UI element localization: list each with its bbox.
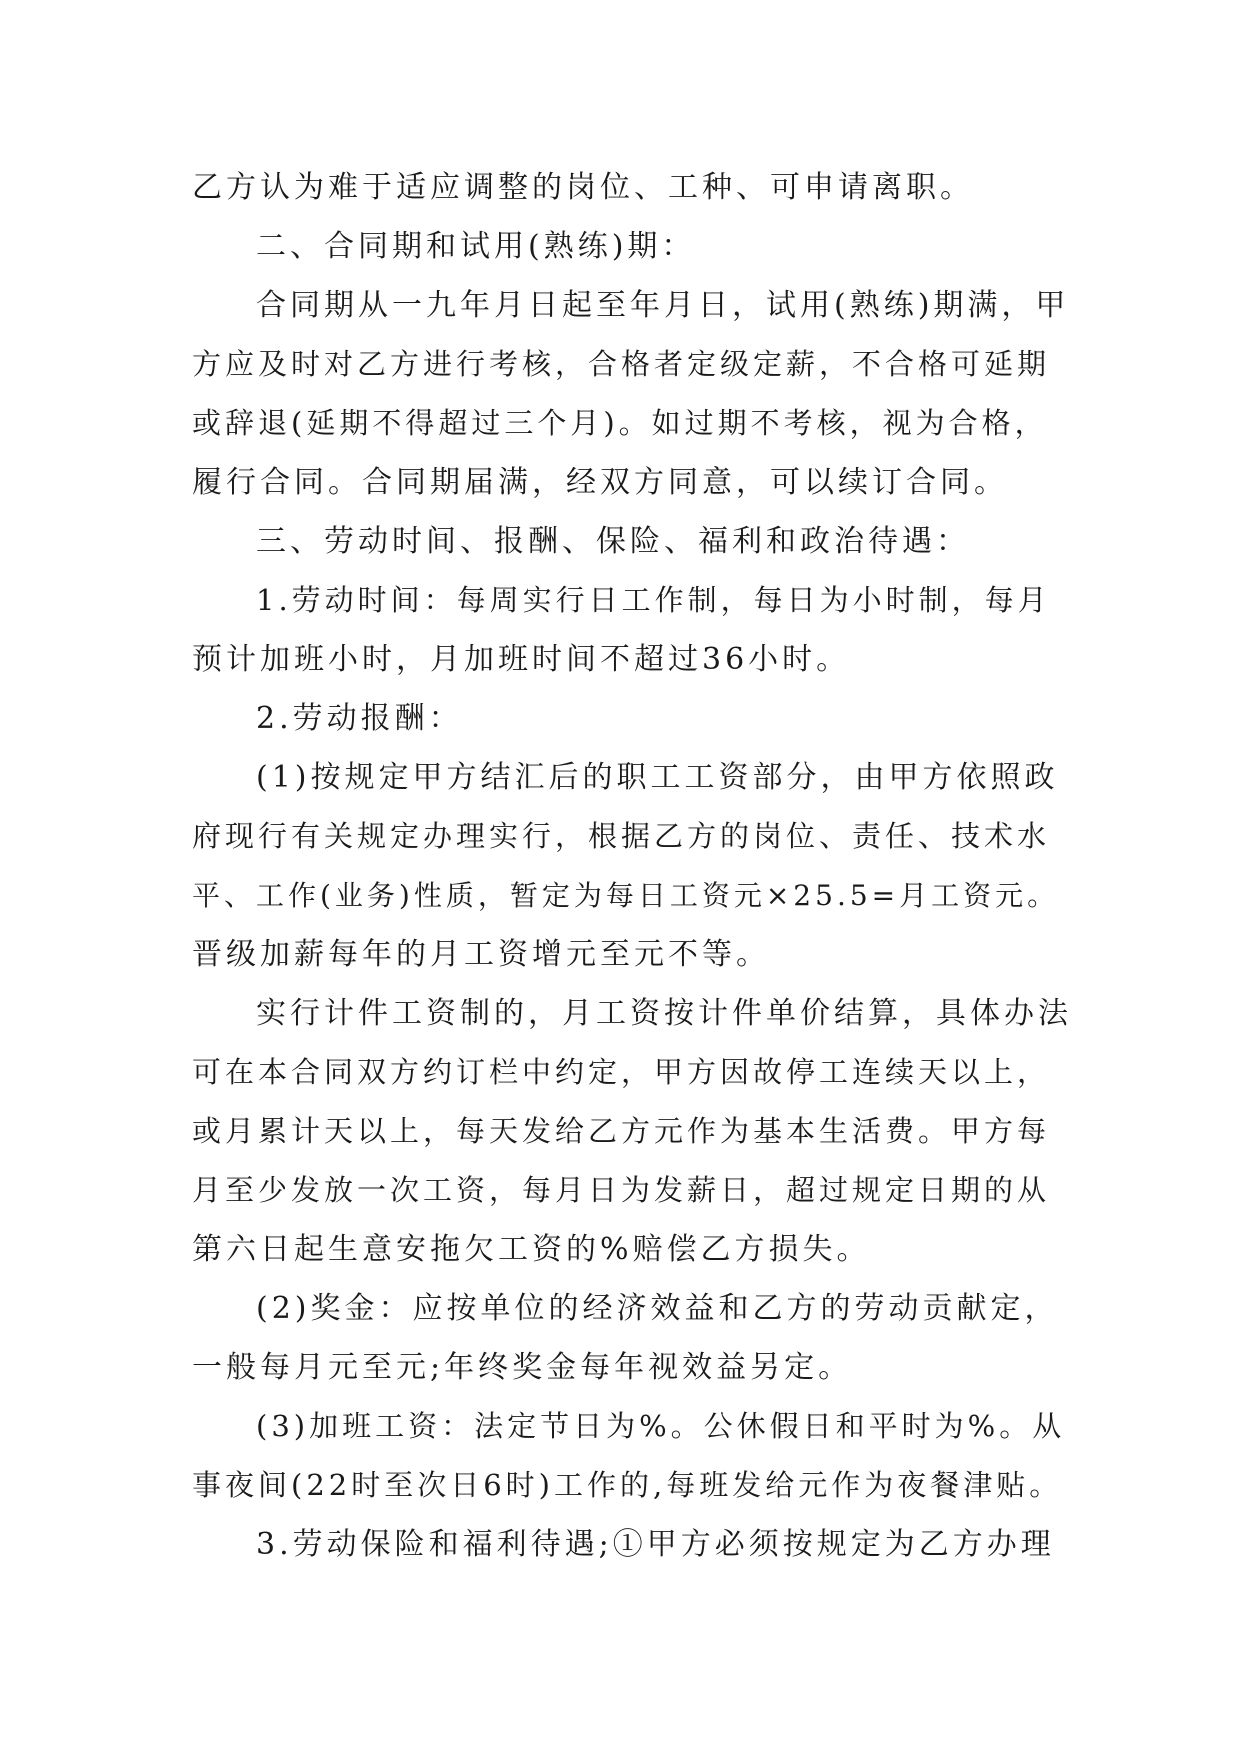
text-line: 2.劳动报酬： [256, 701, 463, 736]
text-line: 第六日起生意安拖欠工资的%赔偿乙方损失。 [192, 1232, 871, 1267]
text-line: 实行计件工资制的，月工资按计件单价结算，具体办法 [256, 996, 1072, 1031]
text-line: 府现行有关规定办理实行，根据乙方的岗位、责任、技术水 [192, 819, 1051, 853]
text-line: 乙方认为难于适应调整的岗位、工种、可申请离职。 [192, 170, 974, 205]
text-line: 合同期从一九年月日起至年月日，试用(熟练)期满，甲 [256, 288, 1070, 323]
text-line: 1.劳动时间：每周实行日工作制，每日为小时制，每月 [256, 583, 1051, 617]
text-line: (1)按规定甲方结汇后的职工工资部分，由甲方依照政 [256, 760, 1059, 795]
document-body [192, 158, 1072, 1574]
text-line: 方应及时对乙方进行考核，合格者定级定薪，不合格可延期 [192, 347, 1051, 381]
text-line: 事夜间(22时至次日6时)工作的,每班发给元作为夜餐津贴。 [192, 1468, 1063, 1502]
text-line: (3)加班工资：法定节日为%。公休假日和平时为%。从 [256, 1409, 1066, 1443]
text-line: 三、劳动时间、报酬、保险、福利和政治待遇： [256, 524, 970, 559]
text-line: 3.劳动保险和福利待遇;①甲方必须按规定为乙方办理 [256, 1527, 1055, 1562]
text-line: 履行合同。合同期届满，经双方同意，可以续订合同。 [192, 465, 1008, 500]
text-line: 预计加班小时，月加班时间不超过36小时。 [192, 642, 851, 677]
text-line: 可在本合同双方约订栏中约定，甲方因故停工连续天以上， [192, 1055, 1051, 1089]
text-line: 或辞退(延期不得超过三个月)。如过期不考核，视为合格， [192, 406, 1048, 440]
text-line: (2)奖金：应按单位的经济效益和乙方的劳动贡献定， [256, 1291, 1059, 1326]
text-line: 月至少发放一次工资，每月日为发薪日，超过规定日期的从 [192, 1173, 1051, 1207]
text-line: 二、合同期和试用(熟练)期： [256, 229, 696, 264]
text-line: 或月累计天以上，每天发给乙方元作为基本生活费。甲方每 [192, 1114, 1051, 1148]
text-line: 平、工作(业务)性质，暂定为每日工资元×25.5=月工资元。 [192, 879, 1060, 912]
text-line: 一般每月元至元;年终奖金每年视效益另定。 [192, 1350, 853, 1385]
text-line: 晋级加薪每年的月工资增元至元不等。 [192, 937, 770, 972]
